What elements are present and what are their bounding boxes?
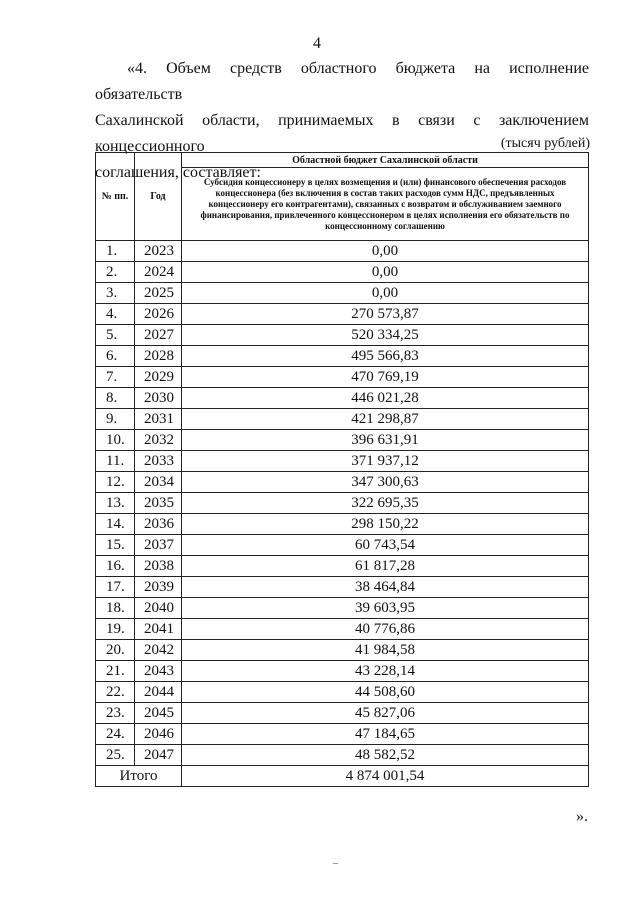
table-row xyxy=(96,325,589,346)
table-row xyxy=(96,619,589,640)
row-number: 4. xyxy=(96,304,135,325)
table-row xyxy=(96,703,589,724)
row-year: 2044 xyxy=(135,682,182,703)
row-number: 21. xyxy=(96,661,135,682)
row-number: 7. xyxy=(96,367,135,388)
row-value: 38 464,84 xyxy=(182,577,589,598)
row-year: 2045 xyxy=(135,703,182,724)
row-number: 11. xyxy=(96,451,135,472)
table-row xyxy=(96,724,589,745)
row-year: 2028 xyxy=(135,346,182,367)
intro-line-2: Сахалинской области, принимаемых в связи с заключением концессионного xyxy=(95,112,589,155)
row-number: 22. xyxy=(96,682,135,703)
row-value: 39 603,95 xyxy=(182,598,589,619)
row-number: 2. xyxy=(96,262,135,283)
row-number: 13. xyxy=(96,493,135,514)
table-row xyxy=(96,682,589,703)
table-row xyxy=(96,388,589,409)
row-value: 322 695,35 xyxy=(182,493,589,514)
table-row xyxy=(96,598,589,619)
row-number: 20. xyxy=(96,640,135,661)
row-year: 2024 xyxy=(135,262,182,283)
header-budget-group: Областной бюджет Сахалинской области xyxy=(182,153,589,168)
row-year: 2026 xyxy=(135,304,182,325)
total-row xyxy=(96,766,589,787)
units-label: (тысяч рублей) xyxy=(500,136,590,151)
row-number: 14. xyxy=(96,514,135,535)
row-value: 446 021,28 xyxy=(182,388,589,409)
row-year: 2046 xyxy=(135,724,182,745)
row-number: 18. xyxy=(96,598,135,619)
table-row xyxy=(96,346,589,367)
intro-line-3: соглашения, составляет: xyxy=(95,164,261,181)
row-value: 470 769,19 xyxy=(182,367,589,388)
intro-line-1: «4. Объем средств областного бюджета на исполнение обязательств xyxy=(95,60,589,103)
table-row xyxy=(96,556,589,577)
table-body xyxy=(96,241,589,787)
budget-table xyxy=(95,152,589,787)
row-value: 347 300,63 xyxy=(182,472,589,493)
row-value: 41 984,58 xyxy=(182,640,589,661)
header-num: № пп. xyxy=(96,153,135,241)
row-number: 24. xyxy=(96,724,135,745)
total-value: 4 874 001,54 xyxy=(182,766,589,787)
row-year: 2029 xyxy=(135,367,182,388)
row-value: 421 298,87 xyxy=(182,409,589,430)
row-number: 12. xyxy=(96,472,135,493)
row-year: 2037 xyxy=(135,535,182,556)
row-number: 1. xyxy=(96,241,135,262)
row-year: 2034 xyxy=(135,472,182,493)
row-value: 60 743,54 xyxy=(182,535,589,556)
table-row xyxy=(96,514,589,535)
row-value: 0,00 xyxy=(182,283,589,304)
row-year: 2035 xyxy=(135,493,182,514)
row-number: 8. xyxy=(96,388,135,409)
table-row xyxy=(96,430,589,451)
table-row xyxy=(96,535,589,556)
footer-mark: – xyxy=(333,858,338,869)
row-value: 270 573,87 xyxy=(182,304,589,325)
table-row xyxy=(96,451,589,472)
row-number: 5. xyxy=(96,325,135,346)
row-value: 45 827,06 xyxy=(182,703,589,724)
row-year: 2033 xyxy=(135,451,182,472)
row-number: 6. xyxy=(96,346,135,367)
row-number: 17. xyxy=(96,577,135,598)
header-subsidy-description: Субсидия концессионеру в целях возмещения и (или) финансового обеспечения расходов концессионера (без включения в состав таких расходов сумм НДС, предъявленных концессионеру его контрагентами), связанных с возвратом и обслуживанием заемного финансирования, привлеченного концессионером в целях исполнения его обязательств по концессионному соглашению xyxy=(182,168,589,241)
row-number: 3. xyxy=(96,283,135,304)
row-value: 371 937,12 xyxy=(182,451,589,472)
row-value: 298 150,22 xyxy=(182,514,589,535)
header-year: Год xyxy=(135,153,182,241)
row-value: 495 566,83 xyxy=(182,346,589,367)
row-value: 43 228,14 xyxy=(182,661,589,682)
table-row xyxy=(96,640,589,661)
table-row xyxy=(96,283,589,304)
row-year: 2040 xyxy=(135,598,182,619)
page-number: 4 xyxy=(313,35,321,52)
closing-quote: ». xyxy=(576,808,588,825)
row-year: 2038 xyxy=(135,556,182,577)
row-number: 23. xyxy=(96,703,135,724)
row-value: 0,00 xyxy=(182,262,589,283)
row-year: 2023 xyxy=(135,241,182,262)
table-row xyxy=(96,304,589,325)
row-year: 2030 xyxy=(135,388,182,409)
row-value: 44 508,60 xyxy=(182,682,589,703)
table-row xyxy=(96,661,589,682)
row-value: 0,00 xyxy=(182,241,589,262)
table-row xyxy=(96,262,589,283)
row-number: 25. xyxy=(96,745,135,766)
row-year: 2043 xyxy=(135,661,182,682)
row-year: 2041 xyxy=(135,619,182,640)
row-year: 2032 xyxy=(135,430,182,451)
row-year: 2047 xyxy=(135,745,182,766)
total-label: Итого xyxy=(96,766,182,787)
table-row xyxy=(96,493,589,514)
row-number: 19. xyxy=(96,619,135,640)
row-year: 2025 xyxy=(135,283,182,304)
row-year: 2042 xyxy=(135,640,182,661)
row-value: 48 582,52 xyxy=(182,745,589,766)
table-row xyxy=(96,472,589,493)
table-row xyxy=(96,745,589,766)
row-number: 9. xyxy=(96,409,135,430)
row-number: 15. xyxy=(96,535,135,556)
row-value: 61 817,28 xyxy=(182,556,589,577)
row-year: 2036 xyxy=(135,514,182,535)
table-row xyxy=(96,367,589,388)
row-year: 2031 xyxy=(135,409,182,430)
row-number: 10. xyxy=(96,430,135,451)
row-year: 2039 xyxy=(135,577,182,598)
row-value: 396 631,91 xyxy=(182,430,589,451)
table-row xyxy=(96,241,589,262)
table-row xyxy=(96,577,589,598)
table-row xyxy=(96,409,589,430)
row-year: 2027 xyxy=(135,325,182,346)
row-value: 520 334,25 xyxy=(182,325,589,346)
row-number: 16. xyxy=(96,556,135,577)
row-value: 40 776,86 xyxy=(182,619,589,640)
row-value: 47 184,65 xyxy=(182,724,589,745)
